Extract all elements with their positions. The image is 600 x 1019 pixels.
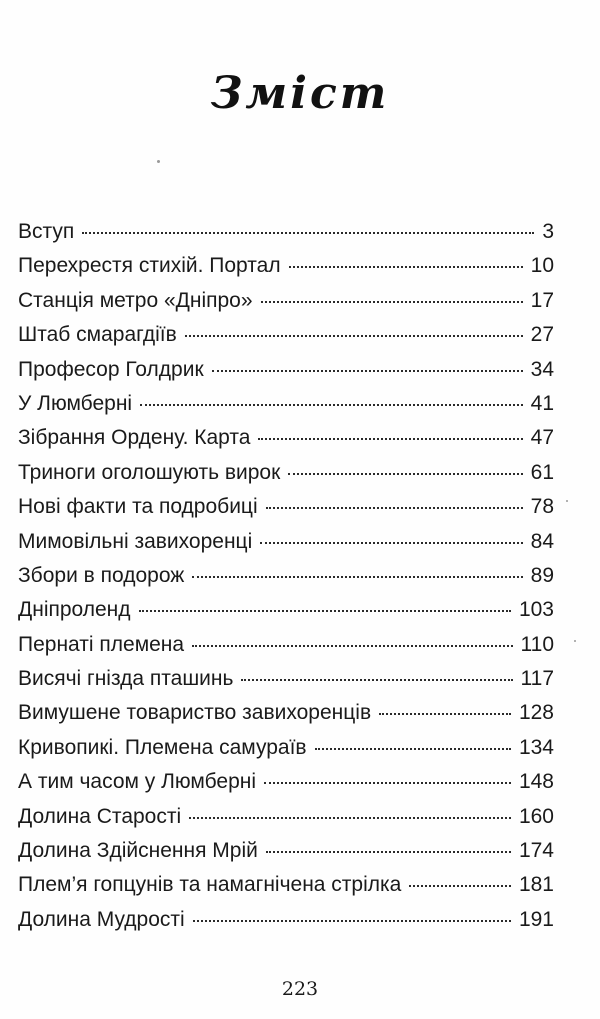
dot-leader (379, 713, 511, 715)
toc-entry[interactable] (18, 495, 554, 529)
toc-entry[interactable] (18, 805, 554, 839)
toc-entry-page: 10 (530, 254, 554, 278)
dot-leader (409, 885, 511, 887)
toc-entry-title: Дніпроленд (18, 598, 131, 622)
dot-leader (261, 301, 523, 303)
toc-entry-title: Долина Старості (18, 804, 182, 828)
dot-leader (260, 542, 522, 544)
toc-entry-page: 181 (518, 873, 554, 897)
dot-leader (185, 335, 523, 337)
toc-entry[interactable] (18, 392, 554, 426)
toc-entry-title: Збори в подорож (18, 563, 185, 587)
toc-entry[interactable] (18, 598, 554, 632)
table-of-contents (18, 220, 554, 942)
toc-entry-page: 110 (520, 632, 554, 656)
dot-leader (266, 851, 511, 853)
toc-entry-page: 47 (530, 426, 554, 450)
dot-leader (288, 473, 522, 475)
toc-entry-title: Перехрестя стихій. Портал (18, 254, 281, 278)
toc-entry-page: 134 (518, 735, 554, 759)
toc-entry[interactable] (18, 220, 554, 254)
toc-entry-page: 17 (530, 288, 554, 312)
toc-entry-title: Вступ (18, 220, 75, 243)
dot-leader (264, 782, 511, 784)
toc-entry-title: Висячі гнізда пташинь (18, 667, 234, 691)
toc-entry-title: Мимовільні завихоренці (18, 529, 253, 553)
ink-speck (574, 640, 576, 642)
toc-entry-title: Кривопикі. Племена самураїв (18, 735, 307, 759)
toc-entry-page: 160 (518, 804, 554, 828)
toc-entry-page: 41 (530, 391, 554, 415)
toc-entry-title: Професор Голдрик (18, 357, 204, 381)
dot-leader (192, 645, 512, 647)
toc-entry[interactable] (18, 873, 554, 907)
toc-entry[interactable] (18, 530, 554, 564)
toc-entry-page: 61 (530, 460, 554, 484)
ink-speck (157, 160, 160, 163)
toc-entry-page: 103 (518, 598, 554, 622)
toc-entry-page: 148 (518, 770, 554, 794)
toc-entry[interactable] (18, 564, 554, 598)
toc-entry[interactable] (18, 770, 554, 804)
dot-leader (241, 679, 512, 681)
dot-leader (139, 610, 511, 612)
toc-entry[interactable] (18, 701, 554, 735)
toc-entry-title: Долина Мудрості (18, 907, 185, 931)
toc-entry-page: 27 (530, 323, 554, 347)
dot-leader (212, 370, 523, 372)
dot-leader (315, 748, 511, 750)
toc-entry-title: Зібрання Ордену. Карта (18, 426, 251, 450)
dot-leader (258, 438, 522, 440)
toc-entry[interactable] (18, 633, 554, 667)
toc-entry-page: 34 (530, 357, 554, 381)
dot-leader (193, 920, 511, 922)
page-title: Зміст (210, 68, 390, 119)
toc-entry-page: 89 (530, 563, 554, 587)
toc-entry-page: 78 (530, 495, 554, 519)
dot-leader (82, 232, 534, 234)
toc-entry-page: 191 (518, 907, 554, 931)
toc-entry[interactable] (18, 667, 554, 701)
toc-entry-title: Триноги оголошують вирок (18, 460, 281, 484)
toc-entry[interactable] (18, 254, 554, 288)
toc-entry[interactable] (18, 839, 554, 873)
toc-entry[interactable] (18, 461, 554, 495)
toc-entry-title: Плем’я гопцунів та намагнічена стрілка (18, 873, 402, 897)
toc-entry-title: У Люмберні (18, 391, 133, 415)
toc-entry-title: А тим часом у Люмберні (18, 770, 257, 794)
dot-leader (266, 507, 523, 509)
toc-entry-page: 3 (542, 220, 554, 243)
toc-entry-title: Штаб смарагдіїв (18, 323, 177, 347)
toc-entry-title: Вимушене товариство завихоренців (18, 701, 372, 725)
dot-leader (289, 266, 523, 268)
ink-speck (566, 500, 568, 502)
toc-entry-title: Долина Здійснення Мрій (18, 839, 258, 863)
toc-entry[interactable] (18, 908, 554, 942)
toc-entry-title: Пернаті племена (18, 632, 185, 656)
dot-leader (140, 404, 523, 406)
toc-entry-page: 117 (520, 667, 554, 691)
toc-entry[interactable] (18, 289, 554, 323)
toc-entry-title: Станція метро «Дніпро» (18, 288, 253, 312)
toc-entry-page: 174 (518, 839, 554, 863)
dot-leader (192, 576, 522, 578)
toc-entry-page: 84 (530, 529, 554, 553)
toc-entry-title: Нові факти та подробиці (18, 495, 258, 519)
toc-entry[interactable] (18, 736, 554, 770)
page-number: 223 (281, 978, 319, 1000)
toc-entry[interactable] (18, 358, 554, 392)
toc-entry[interactable] (18, 426, 554, 460)
toc-entry[interactable] (18, 323, 554, 357)
dot-leader (189, 817, 511, 819)
toc-entry-page: 128 (518, 701, 554, 725)
